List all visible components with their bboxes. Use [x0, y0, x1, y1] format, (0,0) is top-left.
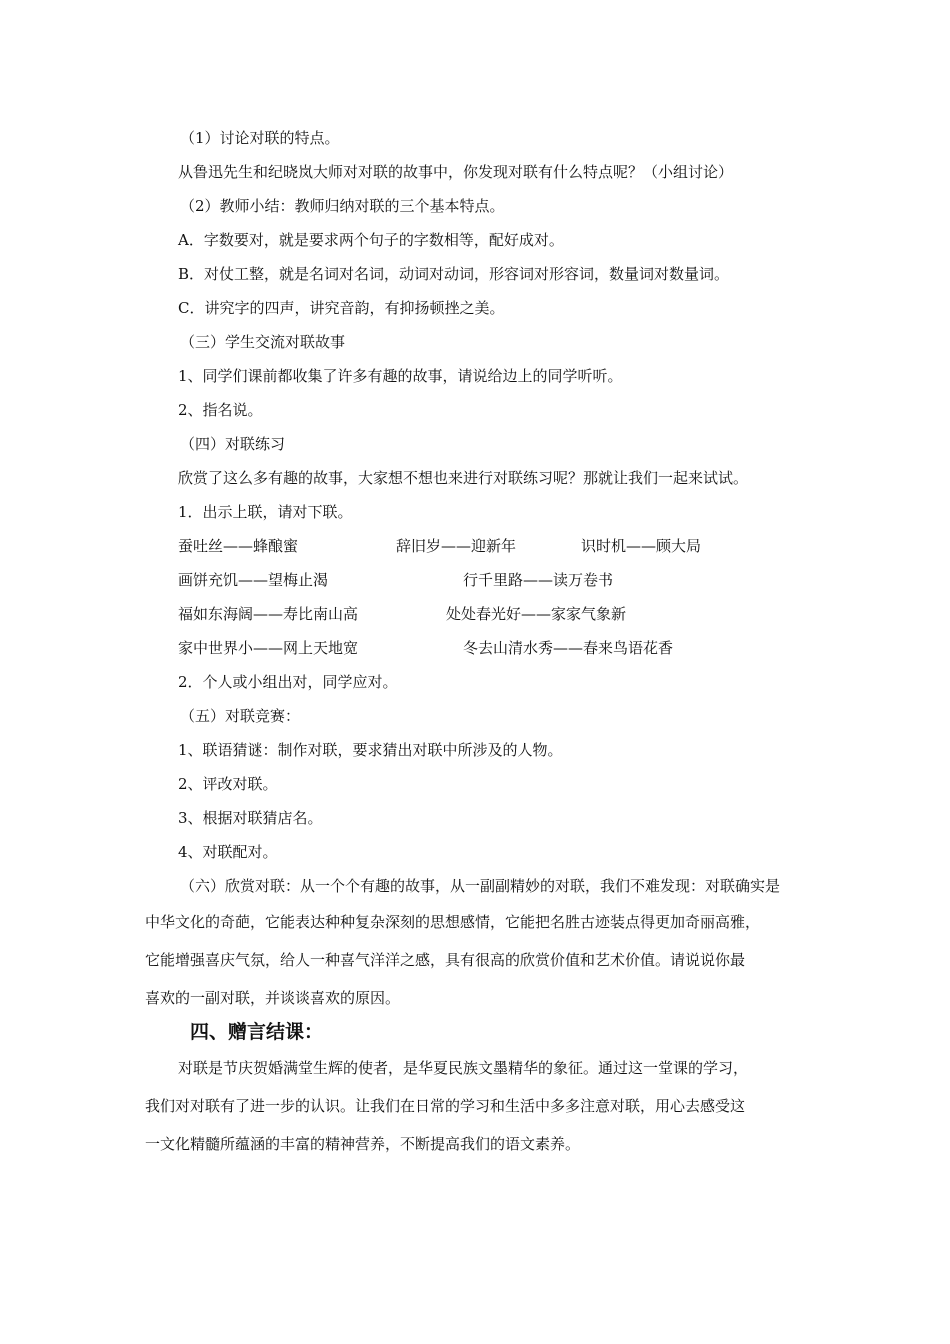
feature-c: C．讲究字的四声，讲究音韵，有抑扬顿挫之美。 — [178, 299, 505, 317]
couplet-item: 福如东海阔——寿比南山高 — [178, 605, 359, 623]
appreciation-line-1: （六）欣赏对联：从一个个有趣的故事，从一副副精妙的对联，我们不难发现：对联确实是 — [180, 877, 781, 895]
practice-step-2: 2．个人或小组出对，同学应对。 — [178, 673, 398, 691]
closing-line-2: 我们对对联有了进一步的认识。让我们在日常的学习和生活中多多注意对联，用心去感受这 — [145, 1097, 746, 1115]
contest-title: （五）对联竞赛： — [180, 707, 301, 725]
discuss-prompt: 从鲁迅先生和纪晓岚大师对对联的故事中，你发现对联有什么特点呢？（小组讨论） — [178, 163, 734, 181]
couplet-item: 识时机——顾大局 — [581, 537, 702, 555]
appreciation-line-4: 喜欢的一副对联，并谈谈喜欢的原因。 — [145, 989, 401, 1007]
feature-b: B．对仗工整，就是名词对名词，动词对动词，形容词对形容词，数量词对数量词。 — [178, 265, 730, 283]
closing-line-1: 对联是节庆贺婚满堂生辉的使者，是华夏民族文墨精华的象征。通过这一堂课的学习， — [178, 1059, 749, 1077]
stories-item-1: 1、同学们课前都收集了许多有趣的故事，请说给边上的同学听听。 — [178, 367, 623, 385]
couplet-row — [178, 638, 878, 658]
contest-item-1: 1、联语猜谜：制作对联，要求猜出对联中所涉及的人物。 — [178, 741, 563, 759]
feature-a: A．字数要对，就是要求两个句子的字数相等，配好成对。 — [178, 231, 564, 249]
couplet-item: 冬去山清水秀——春来鸟语花香 — [463, 639, 674, 657]
couplet-item: 处处春光好——家家气象新 — [446, 605, 627, 623]
contest-item-2: 2、评改对联。 — [178, 775, 278, 793]
couplet-row — [178, 570, 878, 590]
couplet-item: 家中世界小——网上天地宽 — [178, 639, 359, 657]
appreciation-line-2: 中华文化的奇葩，它能表达种种复杂深刻的思想感情，它能把名胜古迹装点得更加奇丽高雅， — [145, 913, 761, 931]
couplet-item: 画饼充饥——望梅止渴 — [178, 571, 329, 589]
stories-title: （三）学生交流对联故事 — [180, 333, 346, 351]
couplet-item: 辞旧岁——迎新年 — [396, 537, 517, 555]
couplet-row — [178, 604, 878, 624]
summary-title: （2）教师小结：教师归纳对联的三个基本特点。 — [180, 197, 505, 215]
couplet-item: 行千里路——读万卷书 — [463, 571, 614, 589]
practice-title: （四）对联练习 — [180, 435, 286, 453]
closing-heading: 四、赠言结课： — [190, 1021, 324, 1043]
contest-item-4: 4、对联配对。 — [178, 843, 278, 861]
couplet-item: 蚕吐丝——蜂酿蜜 — [178, 537, 299, 555]
stories-item-2: 2、指名说。 — [178, 401, 263, 419]
contest-item-3: 3、根据对联猜店名。 — [178, 809, 323, 827]
appreciation-line-3: 它能增强喜庆气氛，给人一种喜气洋洋之感，具有很高的欣赏价值和艺术价值。请说说你最 — [145, 951, 746, 969]
couplet-row — [178, 536, 878, 556]
closing-line-3: 一文化精髓所蕴涵的丰富的精神营养，不断提高我们的语文素养。 — [145, 1135, 581, 1153]
practice-intro: 欣赏了这么多有趣的故事，大家想不想也来进行对联练习呢？那就让我们一起来试试。 — [178, 469, 749, 487]
practice-step-1: 1．出示上联，请对下联。 — [178, 503, 353, 521]
discuss-title: （1）讨论对联的特点。 — [180, 129, 340, 147]
